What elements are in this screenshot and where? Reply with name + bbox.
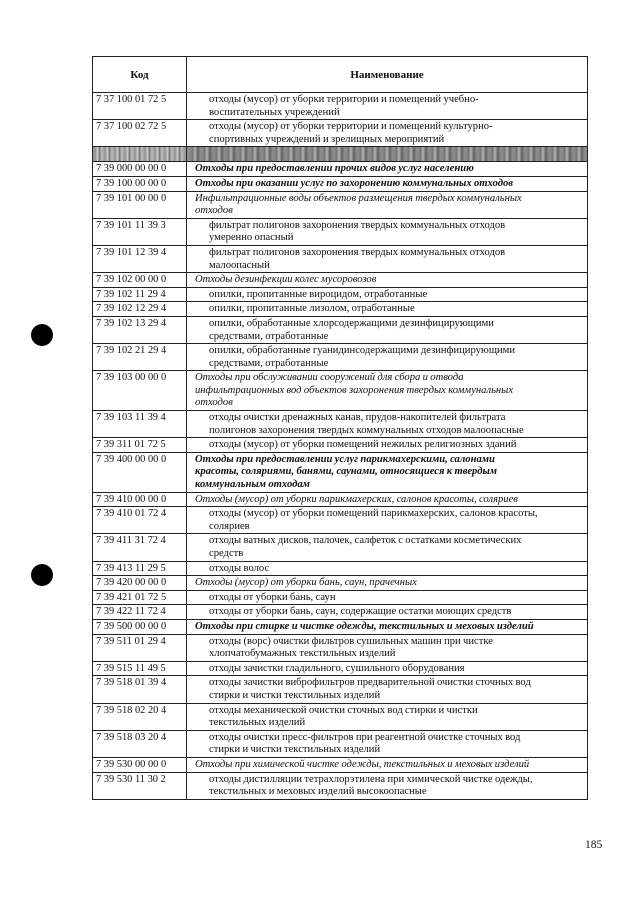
name-cell bbox=[187, 534, 588, 561]
name-cell bbox=[187, 507, 588, 534]
name-line: воспитательных учреждений bbox=[209, 106, 340, 118]
code-cell: 7 39 101 11 39 3 bbox=[93, 218, 187, 245]
name-line: средств bbox=[209, 548, 244, 559]
name-line: отходы (мусор) от уборки помещений нежилых религиозных зданий bbox=[209, 439, 517, 451]
name-cell bbox=[187, 661, 588, 676]
table-row bbox=[93, 273, 588, 288]
name-cell bbox=[187, 176, 588, 191]
table-row bbox=[93, 344, 588, 371]
name-line: отходы (ворс) очистки фильтров сушильных машин при чистке bbox=[209, 635, 493, 647]
name-line: Отходы при предоставлении услуг парикмахерскими, салонами bbox=[195, 453, 495, 465]
code-cell: 7 39 530 00 00 0 bbox=[93, 757, 187, 772]
name-line: отходов bbox=[195, 397, 233, 409]
name-line: коммунальным отходам bbox=[195, 479, 310, 491]
code-cell: 7 39 420 00 00 0 bbox=[93, 576, 187, 591]
name-line: опилки, обработанные хлорсодержащими дезинфицирующими bbox=[209, 317, 494, 329]
name-cell bbox=[187, 120, 588, 147]
name-line: умеренно опасный bbox=[209, 232, 294, 244]
code-cell: 7 39 511 01 29 4 bbox=[93, 634, 187, 661]
name-cell bbox=[187, 302, 588, 317]
name-cell bbox=[187, 619, 588, 634]
name-line: средствами, отработанные bbox=[209, 357, 329, 369]
name-line: опилки, пропитанные лизолом, отработанные bbox=[209, 303, 415, 315]
name-line: Отходы при предоставлении прочих видов услуг населению bbox=[195, 163, 474, 175]
binder-hole bbox=[31, 564, 53, 586]
name-cell bbox=[187, 452, 588, 492]
name-line: опилки, пропитанные вироцидом, отработанные bbox=[209, 288, 428, 300]
name-cell bbox=[187, 218, 588, 245]
name-cell bbox=[187, 245, 588, 272]
name-line: хлопчатобумажных текстильных изделий bbox=[209, 648, 396, 660]
name-cell bbox=[187, 492, 588, 507]
code-cell: 7 39 422 11 72 4 bbox=[93, 605, 187, 620]
code-cell: 7 39 518 03 20 4 bbox=[93, 730, 187, 757]
name-cell bbox=[187, 273, 588, 288]
name-cell bbox=[187, 605, 588, 620]
name-line: спортивных учреждений и зрелищных мероприятий bbox=[209, 133, 445, 145]
code-cell: 7 39 400 00 00 0 bbox=[93, 452, 187, 492]
table-row bbox=[93, 619, 588, 634]
name-cell bbox=[187, 191, 588, 218]
code-cell: 7 39 530 11 30 2 bbox=[93, 772, 187, 799]
binder-hole bbox=[31, 324, 53, 346]
code-cell: 7 39 000 00 00 0 bbox=[93, 162, 187, 177]
code-cell: 7 39 410 01 72 4 bbox=[93, 507, 187, 534]
table-row bbox=[93, 245, 588, 272]
name-line: отходы ватных дисков, палочек, салфеток с остатками косметических bbox=[209, 535, 522, 547]
code-cell: 7 39 311 01 72 5 bbox=[93, 438, 187, 453]
code-cell: 7 39 500 00 00 0 bbox=[93, 619, 187, 634]
table-row bbox=[93, 492, 588, 507]
name-line: опилки, обработанные гуанидинсодержащими дезинфицирующими bbox=[209, 345, 516, 357]
table-row bbox=[93, 661, 588, 676]
table-row bbox=[93, 191, 588, 218]
name-line: отходы механической очистки сточных вод стирки и чистки bbox=[209, 704, 478, 716]
name-line: отходы (мусор) от уборки территории и помещений культурно- bbox=[209, 121, 493, 133]
table-row bbox=[93, 561, 588, 576]
code-cell: 7 39 102 12 29 4 bbox=[93, 302, 187, 317]
code-cell: 7 37 100 01 72 5 bbox=[93, 93, 187, 120]
name-line: Отходы при обслуживании сооружений для сбора и отвода bbox=[195, 372, 464, 384]
name-line: Отходы (мусор) от уборки парикмахерских, салонов красоты, соляриев bbox=[195, 493, 518, 505]
name-line: отходов bbox=[195, 205, 233, 217]
name-cell bbox=[187, 730, 588, 757]
name-line: отходы зачистки виброфильтров предварительной очистки сточных вод bbox=[209, 677, 531, 689]
name-cell bbox=[187, 162, 588, 177]
table-row bbox=[93, 371, 588, 411]
name-line: отходы от уборки бань, саун bbox=[209, 591, 336, 603]
name-cell bbox=[187, 344, 588, 371]
table-row bbox=[93, 411, 588, 438]
code-cell: 7 39 411 31 72 4 bbox=[93, 534, 187, 561]
code-cell: 7 39 101 00 00 0 bbox=[93, 191, 187, 218]
name-cell bbox=[187, 561, 588, 576]
name-cell bbox=[187, 772, 588, 799]
name-line: отходы (мусор) от уборки помещений парикмахерских, салонов красоты, bbox=[209, 508, 538, 520]
code-cell: 7 39 518 02 20 4 bbox=[93, 703, 187, 730]
name-line: текстильных изделий bbox=[209, 717, 306, 729]
table-row bbox=[93, 162, 588, 177]
table-row bbox=[93, 590, 588, 605]
name-line: малоопасный bbox=[209, 259, 270, 271]
name-line: фильтрат полигонов захоронения твердых коммунальных отходов bbox=[209, 219, 506, 231]
name-cell bbox=[187, 634, 588, 661]
name-cell bbox=[187, 411, 588, 438]
table-row bbox=[93, 176, 588, 191]
table-header-row bbox=[93, 57, 588, 93]
table-row bbox=[93, 534, 588, 561]
shaded-separator-row bbox=[93, 147, 588, 162]
code-cell: 7 39 100 00 00 0 bbox=[93, 176, 187, 191]
name-cell bbox=[187, 676, 588, 703]
name-line: отходы волос bbox=[209, 562, 270, 574]
code-cell: 7 39 413 11 29 5 bbox=[93, 561, 187, 576]
name-line: отходы от уборки бань, саун, содержащие остатки моющих средств bbox=[209, 606, 512, 618]
code-cell: 7 39 518 01 39 4 bbox=[93, 676, 187, 703]
name-line: стирки и чистки текстильных изделий bbox=[209, 744, 381, 756]
name-line: отходы очистки пресс-фильтров при реагентной очистке сточных вод bbox=[209, 731, 521, 743]
shaded-cell bbox=[187, 147, 588, 162]
name-line: Отходы дезинфекции колес мусоровозов bbox=[195, 274, 377, 286]
name-line: отходы очистки дренажных канав, прудов-накопителей фильтрата bbox=[209, 412, 506, 424]
table-row bbox=[93, 287, 588, 302]
table-row bbox=[93, 634, 588, 661]
table-row bbox=[93, 452, 588, 492]
table-row bbox=[93, 120, 588, 147]
code-cell: 7 39 102 11 29 4 bbox=[93, 287, 187, 302]
table-row bbox=[93, 757, 588, 772]
name-line: отходы (мусор) от уборки территории и помещений учебно- bbox=[209, 94, 479, 105]
code-cell: 7 39 102 21 29 4 bbox=[93, 344, 187, 371]
name-cell bbox=[187, 757, 588, 772]
name-line: Отходы при оказании услуг по захоронению коммунальных отходов bbox=[195, 177, 514, 189]
name-cell bbox=[187, 438, 588, 453]
code-cell: 7 39 103 00 00 0 bbox=[93, 371, 187, 411]
name-cell bbox=[187, 316, 588, 343]
name-line: средствами, отработанные bbox=[209, 330, 329, 342]
table-row bbox=[93, 218, 588, 245]
name-line: красоты, соляриями, банями, саунами, относящиеся к твердым bbox=[195, 466, 498, 478]
table-row bbox=[93, 676, 588, 703]
table-row bbox=[93, 438, 588, 453]
name-cell bbox=[187, 287, 588, 302]
code-cell: 7 39 102 00 00 0 bbox=[93, 273, 187, 288]
shaded-cell bbox=[93, 147, 187, 162]
code-cell: 7 39 515 11 49 5 bbox=[93, 661, 187, 676]
table-row bbox=[93, 316, 588, 343]
table-row bbox=[93, 772, 588, 799]
table-row bbox=[93, 576, 588, 591]
name-line: инфильтрационных вод объектов захоронения твердых коммунальных bbox=[195, 384, 514, 396]
waste-code-table bbox=[92, 56, 588, 800]
code-cell: 7 39 101 12 39 4 bbox=[93, 245, 187, 272]
name-line: отходы дистилляции тетрахлорэтилена при химической чистке одежды, bbox=[209, 773, 533, 785]
name-line: отходы зачистки гладильного, сушильного оборудования bbox=[209, 662, 465, 674]
name-cell bbox=[187, 576, 588, 591]
code-cell: 7 39 410 00 00 0 bbox=[93, 492, 187, 507]
code-cell: 7 39 421 01 72 5 bbox=[93, 590, 187, 605]
name-line: текстильных и меховых изделий высокоопасные bbox=[209, 786, 427, 798]
table-row bbox=[93, 703, 588, 730]
name-line: Отходы (мусор) от уборки бань, саун, прачечных bbox=[195, 577, 417, 589]
table-row bbox=[93, 302, 588, 317]
page-number: 185 bbox=[585, 839, 603, 851]
name-cell bbox=[187, 590, 588, 605]
column-header-code: Код bbox=[93, 57, 187, 93]
table-body bbox=[93, 93, 588, 800]
code-cell: 7 39 102 13 29 4 bbox=[93, 316, 187, 343]
table-row bbox=[93, 605, 588, 620]
name-cell bbox=[187, 93, 588, 120]
name-line: Отходы при химической чистке одежды, текстильных и меховых изделий bbox=[195, 758, 530, 770]
table-row bbox=[93, 93, 588, 120]
name-cell bbox=[187, 703, 588, 730]
column-header-name: Наименование bbox=[187, 57, 588, 93]
name-line: соляриев bbox=[209, 520, 250, 532]
code-cell: 7 37 100 02 72 5 bbox=[93, 120, 187, 147]
name-line: Отходы при стирке и чистке одежды, текстильных и меховых изделий bbox=[195, 620, 534, 632]
name-cell bbox=[187, 371, 588, 411]
table-row bbox=[93, 507, 588, 534]
name-line: полигонов захоронения твердых коммунальных отходов малоопасные bbox=[209, 424, 524, 436]
name-line: фильтрат полигонов захоронения твердых коммунальных отходов bbox=[209, 246, 506, 258]
code-cell: 7 39 103 11 39 4 bbox=[93, 411, 187, 438]
table-row bbox=[93, 730, 588, 757]
name-line: Инфильтрационные воды объектов размещения твердых коммунальных bbox=[195, 192, 522, 204]
name-line: стирки и чистки текстильных изделий bbox=[209, 689, 381, 701]
